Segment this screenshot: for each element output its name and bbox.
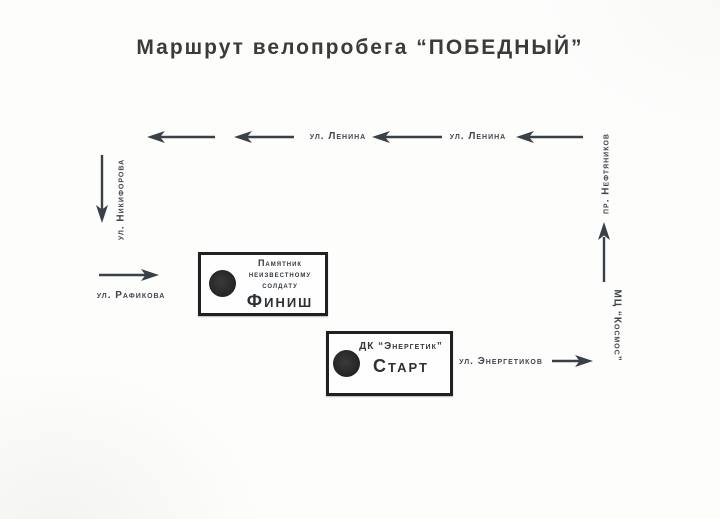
finish-monument-line1: Памятник (257, 258, 303, 268)
street-label-rafikova: ул. Рафикова (96, 290, 166, 301)
finish-monument-line2: неизвестному (248, 269, 312, 279)
street-label-lenina-west: ул. Ленина (309, 131, 367, 142)
finish-text-block (239, 258, 321, 311)
start-text-block (355, 341, 447, 376)
route-arrow-west-3-icon (371, 130, 443, 144)
finish-marker-dot-icon (209, 270, 236, 297)
route-arrow-east-energetikov-icon (551, 354, 594, 368)
route-arrow-west-2-icon (233, 130, 295, 144)
route-arrow-west-1-icon (146, 130, 216, 144)
street-label-lenina-east: ул. Ленина (449, 131, 507, 142)
start-box (326, 331, 453, 396)
finish-box (198, 252, 328, 316)
finish-monument-line3: солдату (262, 280, 298, 290)
street-label-neftyanikov: пр. Нефтяников (600, 133, 612, 214)
finish-label: Финиш (246, 291, 314, 311)
start-venue: ДК “Энергетик” (359, 341, 443, 352)
route-arrow-north-icon (597, 221, 611, 284)
street-label-energetikov: ул. Энергетиков (459, 356, 543, 367)
street-label-nikiforova: ул. Никифорова (115, 158, 127, 241)
route-arrow-east-rafikova-icon (98, 268, 160, 282)
page-title: Маршрут велопробега “ПОБЕДНЫЙ” (136, 36, 584, 59)
route-arrow-south-icon (95, 153, 109, 224)
start-label: Старт (373, 356, 429, 376)
label-kosmos-center: МЦ “Космос” (611, 289, 623, 362)
route-arrow-west-4-icon (515, 130, 584, 144)
